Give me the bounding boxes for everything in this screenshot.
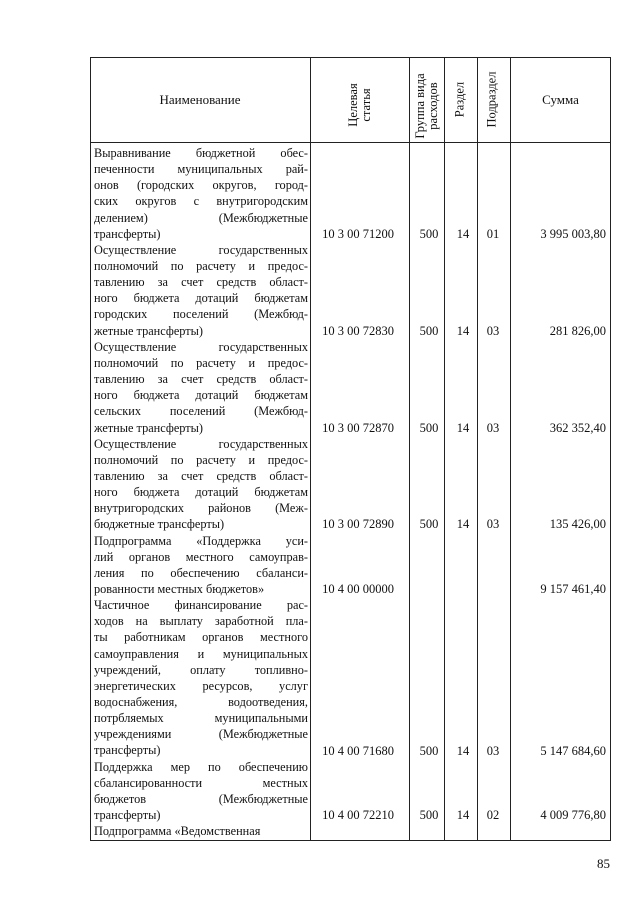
- row-section: 14: [456, 743, 470, 758]
- row-name-line: ления по обеспечению сбаланси-: [94, 565, 308, 580]
- row-name-line: Осуществление государственных: [94, 242, 308, 257]
- row-subsection: 01: [486, 226, 500, 241]
- row-subsection: 03: [486, 517, 500, 532]
- row-sum: 4 009 776,80: [540, 808, 606, 823]
- row-target-article: 10 4 00 71680: [322, 743, 394, 758]
- column-rule: [510, 57, 511, 841]
- page-number: 85: [597, 856, 610, 871]
- row-section: 14: [456, 226, 470, 241]
- header-sum: Сумма: [542, 92, 579, 107]
- row-name-line: Осуществление государственных: [94, 339, 308, 354]
- row-name: [94, 145, 308, 242]
- row-name-line: трансферты): [94, 226, 161, 241]
- row-name-line: тавлению за счет средств област-: [94, 275, 308, 290]
- row-name-line: энергетических ресурсов, услуг: [94, 678, 308, 693]
- row-name: [94, 759, 308, 824]
- row-expense-group: 500: [419, 323, 439, 338]
- row-section: 14: [456, 420, 470, 435]
- row-sum: 362 352,40: [549, 420, 606, 435]
- row-name-line: печенности муниципальных рай-: [94, 162, 308, 177]
- row-sum: 3 995 003,80: [540, 226, 606, 241]
- column-rule: [444, 57, 445, 841]
- row-name-line: самоуправления и муниципальных: [94, 646, 308, 661]
- row-subsection: 03: [486, 420, 500, 435]
- row-name: [94, 597, 308, 758]
- column-rule: [409, 57, 410, 841]
- row-name-line: трансферты): [94, 808, 161, 823]
- row-name-line: потрбляемых муниципальными: [94, 711, 308, 726]
- row-name-line: тавлению за счет средств област-: [94, 372, 308, 387]
- row-sum: 135 426,00: [549, 517, 606, 532]
- row-name: [94, 339, 308, 436]
- row-subsection: 03: [486, 743, 500, 758]
- row-name-line: онов (городских округов, город-: [94, 178, 308, 193]
- row-name-line: Подпрограмма «Поддержка уси-: [94, 533, 308, 548]
- row-expense-group: 500: [419, 808, 439, 823]
- row-section: 14: [456, 323, 470, 338]
- row-name-line: тавлению за счет средств област-: [94, 468, 308, 483]
- row-name-line: водоснабжения, водоотведения,: [94, 695, 308, 710]
- row-name: [94, 436, 308, 533]
- row-sum: 9 157 461,40: [540, 582, 606, 597]
- row-target-article: 10 4 00 00000: [322, 582, 394, 597]
- row-name-line: бюджетов (Межбюджетные: [94, 791, 308, 806]
- row-target-article: 10 3 00 72870: [322, 420, 394, 435]
- column-rule: [477, 57, 478, 841]
- row-subsection: 02: [486, 808, 500, 823]
- row-name-line: полномочий по расчету и предос-: [94, 355, 308, 370]
- row-name-line: бюджетные трансферты): [94, 517, 225, 532]
- row-name-line: ты работникам органов местного: [94, 630, 308, 645]
- row-target-article: 10 3 00 71200: [322, 226, 394, 241]
- row-name-line: жетные трансферты): [94, 420, 204, 435]
- header-expense-group: Группа вида расходов: [413, 73, 440, 139]
- row-expense-group: 500: [419, 517, 439, 532]
- row-name-line: рованности местных бюджетов»: [94, 582, 265, 597]
- row-section: 14: [456, 808, 470, 823]
- row-name: [94, 533, 308, 598]
- row-expense-group: 500: [419, 420, 439, 435]
- row-name-line: внутригородских районов (Меж-: [94, 501, 308, 516]
- row-name-line: жетные трансферты): [94, 323, 204, 338]
- column-rule: [310, 57, 311, 841]
- row-name-line: учреждений, оплату топливно-: [94, 662, 308, 677]
- row-sum: 281 826,00: [549, 323, 606, 338]
- row-target-article: 10 4 00 72210: [322, 808, 394, 823]
- row-name-line: Частичное финансирование рас-: [94, 598, 308, 613]
- row-name-line: ного бюджета дотаций бюджетам: [94, 388, 308, 403]
- row-target-article: 10 3 00 72830: [322, 323, 394, 338]
- row-expense-group: 500: [419, 743, 439, 758]
- header-subsection: Подраздел: [484, 71, 499, 128]
- row-name-line: ских округов с внутригородским: [94, 194, 308, 209]
- row-name-line: делением) (Межбюджетные: [94, 210, 308, 225]
- row-name-line: Подпрограмма «Ведомственная: [94, 824, 261, 839]
- row-name-line: Поддержка мер по обеспечению: [94, 759, 308, 774]
- header-name: Наименование: [159, 92, 241, 107]
- row-name: [94, 823, 308, 839]
- row-name-line: лий органов местного самоуправ-: [94, 549, 308, 564]
- row-name-line: полномочий по расчету и предос-: [94, 452, 308, 467]
- row-name-line: сбалансированности местных: [94, 775, 308, 790]
- row-subsection: 03: [486, 323, 500, 338]
- row-name-line: сельских поселений (Межбюд-: [94, 404, 308, 419]
- row-name: [94, 242, 308, 339]
- row-target-article: 10 3 00 72890: [322, 517, 394, 532]
- header-section: Раздел: [452, 81, 467, 118]
- row-name-line: учреждениями (Межбюджетные: [94, 727, 308, 742]
- row-name-line: ного бюджета дотаций бюджетам: [94, 291, 308, 306]
- row-expense-group: 500: [419, 226, 439, 241]
- row-name-line: трансферты): [94, 743, 161, 758]
- row-name-line: ходов на выплату заработной пла-: [94, 614, 308, 629]
- header-target-article: Целевая статья: [346, 83, 373, 127]
- row-section: 14: [456, 517, 470, 532]
- row-name-line: ного бюджета дотаций бюджетам: [94, 485, 308, 500]
- row-name-line: Выравнивание бюджетной обес-: [94, 146, 308, 160]
- row-name-line: городских поселений (Межбюд-: [94, 307, 308, 322]
- row-name-line: Осуществление государственных: [94, 436, 308, 451]
- row-name-line: полномочий по расчету и предос-: [94, 259, 308, 274]
- row-sum: 5 147 684,60: [540, 743, 606, 758]
